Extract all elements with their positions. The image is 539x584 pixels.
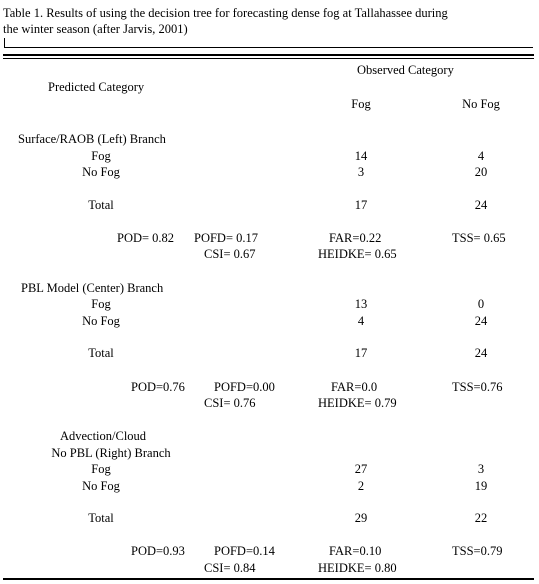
stat-pofd: POFD=0.00: [214, 380, 275, 394]
stat-far: FAR=0.10: [329, 544, 382, 558]
total-no-fog: 24: [474, 346, 488, 360]
cell-fog-no-fog: 4: [477, 149, 485, 163]
stat-far: FAR=0.0: [331, 380, 378, 394]
fog-column-header: Fog: [351, 97, 371, 111]
row-label-no-fog: No Fog: [82, 314, 120, 328]
stat-tss: TSS=0.79: [452, 544, 503, 558]
total-fog: 17: [354, 198, 368, 212]
table-bottom-rule: [3, 578, 534, 580]
stat-far: FAR=0.22: [329, 231, 382, 245]
row-label-no-fog: No Fog: [82, 479, 120, 493]
cell-no-fog-fog: 3: [357, 165, 365, 179]
row-label-total: Total: [88, 346, 114, 360]
cell-no-fog-no-fog: 24: [474, 314, 488, 328]
stat-pofd: POFD= 0.17: [194, 231, 259, 245]
stat-tss: TSS= 0.65: [452, 231, 506, 245]
branch-title-line-1: Advection/Cloud: [59, 429, 147, 443]
branch-title: PBL Model (Center) Branch: [21, 281, 164, 295]
row-label-fog: Fog: [91, 149, 111, 163]
row-label-total: Total: [88, 198, 114, 212]
cell-no-fog-fog: 4: [357, 314, 365, 328]
branch-title-line-2: No PBL (Right) Branch: [51, 446, 171, 460]
stat-csi: CSI= 0.76: [204, 396, 256, 410]
stat-heidke: HEIDKE= 0.80: [318, 561, 397, 575]
cell-fog-no-fog: 3: [477, 462, 485, 476]
table-caption-line-2: the winter season (after Jarvis, 2001): [3, 22, 188, 36]
branch-title: Surface/RAOB (Left) Branch: [18, 132, 166, 146]
table-top-rule: [3, 54, 534, 56]
total-fog: 29: [354, 511, 368, 525]
row-label-total: Total: [88, 511, 114, 525]
cell-fog-fog: 27: [354, 462, 368, 476]
stat-tss: TSS=0.76: [452, 380, 503, 394]
stat-heidke: HEIDKE= 0.79: [318, 396, 397, 410]
stat-heidke: HEIDKE= 0.65: [318, 247, 397, 261]
stat-pod: POD= 0.82: [117, 231, 175, 245]
total-fog: 17: [354, 346, 368, 360]
caption-bracket-base: [4, 47, 533, 48]
predicted-category-header: Predicted Category: [48, 80, 145, 94]
table-caption-line-1: Table 1. Results of using the decision tree for forecasting dense fog at Tallahassee during: [3, 6, 448, 20]
no-fog-column-header: No Fog: [462, 97, 500, 111]
row-label-fog: Fog: [91, 297, 111, 311]
total-no-fog: 22: [474, 511, 488, 525]
stat-csi: CSI= 0.67: [204, 247, 256, 261]
stat-csi: CSI= 0.84: [204, 561, 256, 575]
cell-no-fog-no-fog: 19: [474, 479, 488, 493]
stat-pod: POD=0.76: [131, 380, 185, 394]
cell-fog-fog: 14: [354, 149, 368, 163]
row-label-fog: Fog: [91, 462, 111, 476]
stat-pod: POD=0.93: [131, 544, 185, 558]
observed-category-header: Observed Category: [357, 63, 454, 77]
total-no-fog: 24: [474, 198, 488, 212]
cell-no-fog-fog: 2: [357, 479, 365, 493]
cell-fog-fog: 13: [354, 297, 368, 311]
table-top-rule-thin: [3, 58, 534, 59]
stat-pofd: POFD=0.14: [214, 544, 275, 558]
row-label-no-fog: No Fog: [82, 165, 120, 179]
cell-fog-no-fog: 0: [477, 297, 485, 311]
cell-no-fog-no-fog: 20: [474, 165, 488, 179]
